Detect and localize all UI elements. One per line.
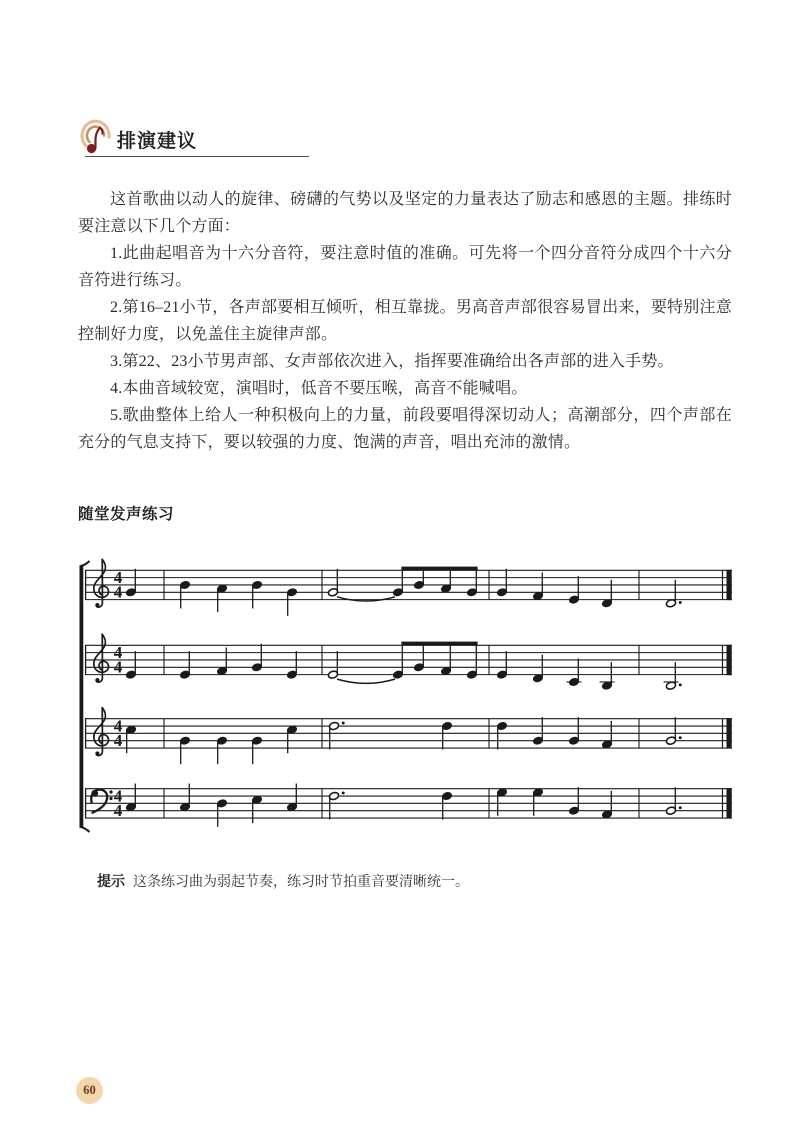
svg-text:4: 4 — [113, 582, 123, 602]
paragraph: 3.第22、23小节男声部、女声部依次进入，指挥要准确给出各声部的进入手势。 — [110, 353, 674, 370]
listening-note-icon — [79, 110, 115, 160]
paragraph: 1.此曲起唱音为十六分音符，要注意时值的准确。可先将一个四分音符分成四个十六分音符进行练习。 — [78, 245, 732, 289]
vocal-exercise-score — [70, 550, 745, 845]
tip-label: 提示 — [97, 873, 125, 889]
title-underline — [85, 156, 309, 157]
section-title: 随堂发声练习 — [78, 506, 175, 523]
svg-text:4: 4 — [113, 716, 123, 736]
svg-text:4: 4 — [113, 657, 123, 677]
tip-line — [97, 871, 717, 891]
svg-text:4: 4 — [113, 567, 123, 587]
paragraph: 4.本曲音域较宽，演唱时，低音不要压喉，高音不能喊唱。 — [110, 380, 528, 397]
page-title: 排演建议 — [117, 131, 198, 152]
paragraph: 这首歌曲以动人的旋律、磅礴的气势以及坚定的力量表达了励志和感恩的主题。排练时要注意以下几个方面： — [78, 191, 732, 235]
paragraph: 2.第16–21小节，各声部要相互倾听，相互靠拢。男高音声部很容易冒出来，要特别注意控制好力度，以免盖住主旋律声部。 — [78, 299, 732, 343]
svg-text:4: 4 — [113, 642, 123, 662]
svg-text:4: 4 — [113, 731, 123, 751]
page-number-badge — [76, 1077, 103, 1104]
svg-text:4: 4 — [113, 801, 123, 821]
svg-text:4: 4 — [113, 786, 123, 806]
rehearsal-notes — [78, 186, 732, 456]
page-number: 60 — [83, 1083, 96, 1097]
tip-text: 这条练习曲为弱起节奏，练习时节拍重音要清晰统一。 — [133, 875, 469, 890]
paragraph: 5.歌曲整体上给人一种积极向上的力量，前段要唱得深切动人；高潮部分，四个声部在充分的气息支持下，要以较强的力度、饱满的声音，唱出充沛的激情。 — [78, 407, 732, 451]
